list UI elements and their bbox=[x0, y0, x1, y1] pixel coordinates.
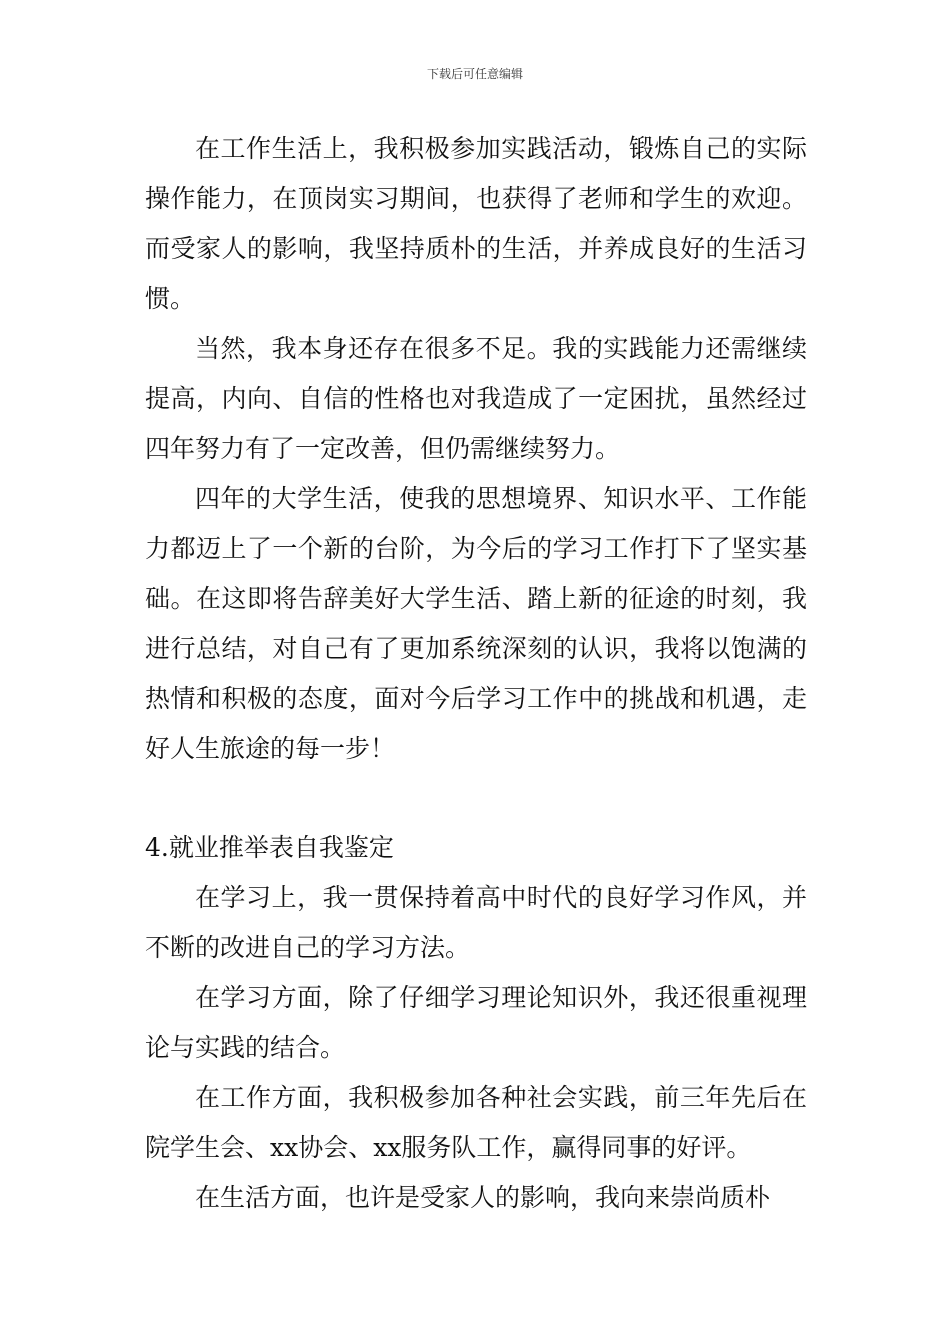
section-heading: 4.就业推举表自我鉴定 bbox=[145, 833, 394, 862]
paragraph-summary: 四年的大学生活，使我的思想境界、知识水平、工作能力都迈上了一个新的台阶，为今后的学习工作打下了坚实基础。在这即将告辞美好大学生活、踏上新的征途的时刻，我进行总结，对自己有了更加系统深刻的认识，我将以饱满的热情和积极的态度，面对今后学习工作中的挑战和机遇，走好人生旅途的每一步！ bbox=[145, 484, 807, 763]
paragraph-work-life: 在工作生活上，我积极参加实践活动，锻炼自己的实际操作能力，在顶岗实习期间，也获得了老师和学生的欢迎。而受家人的影响，我坚持质朴的生活，并养成良好的生活习惯。 bbox=[145, 134, 807, 313]
paragraph-work-aspect: 在工作方面，我积极参加各种社会实践，前三年先后在院学生会、xx协会、xx服务队工作，赢得同事的好评。 bbox=[145, 1083, 807, 1162]
paragraph-shortcomings: 当然，我本身还存在很多不足。我的实践能力还需继续提高，内向、自信的性格也对我造成了一定困扰，虽然经过四年努力有了一定改善，但仍需继续努力。 bbox=[145, 334, 807, 463]
paragraph-life-aspect: 在生活方面，也许是受家人的影响，我向来崇尚质朴 bbox=[195, 1183, 771, 1212]
paragraph-study-aspect: 在学习方面，除了仔细学习理论知识外，我还很重视理论与实践的结合。 bbox=[145, 983, 807, 1062]
document-body bbox=[145, 124, 807, 1223]
section-spacer bbox=[145, 774, 807, 823]
page-header: 下载后可任意编辑 bbox=[426, 67, 523, 81]
paragraph-study: 在学习上，我一贯保持着高中时代的良好学习作风，并不断的改进自己的学习方法。 bbox=[145, 883, 807, 962]
